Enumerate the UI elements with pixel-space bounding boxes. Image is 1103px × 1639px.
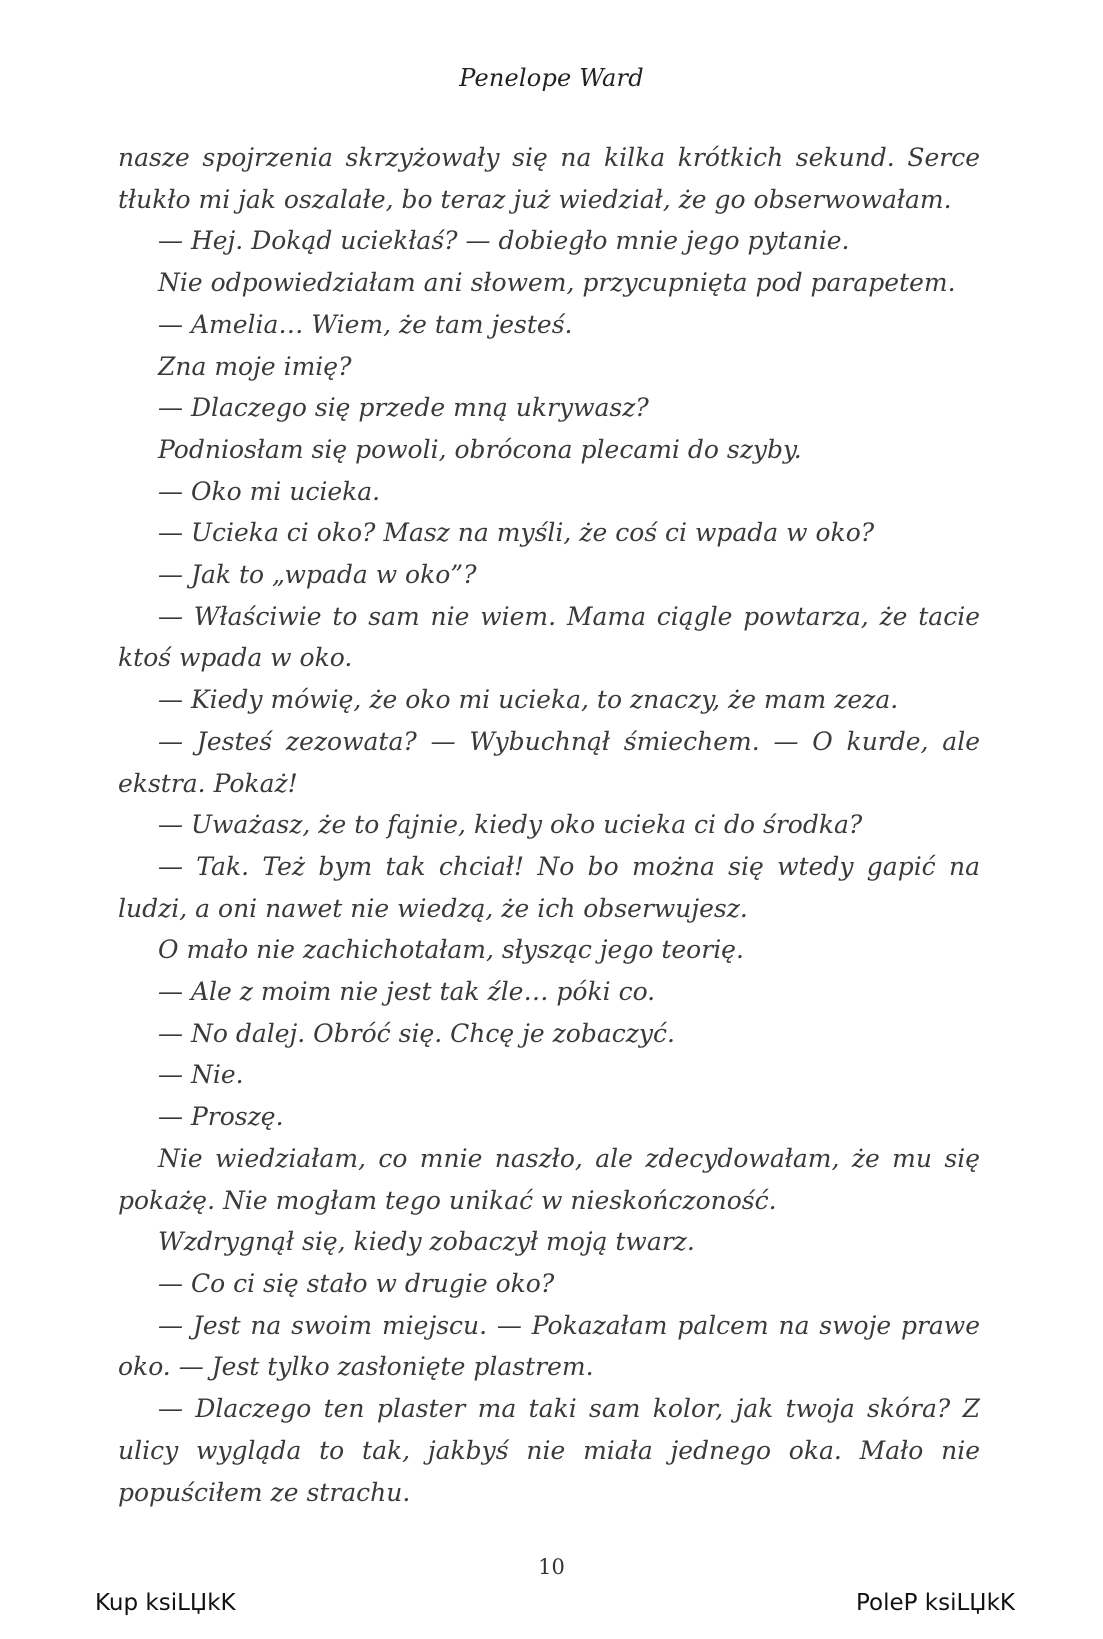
paragraph: Podniosłam się powoli, obrócona plecami do szyby. [158,434,802,464]
paragraph: — Proszę. [158,1102,284,1132]
paragraph: — Jest na swoim miejscu. — Pokazałam palcem na swoje prawe oko. — Jest tylko zasłonięte plastrem. [118,1310,980,1382]
running-header-author: Penelope Ward [459,64,644,92]
paragraph: nasze spojrzenia skrzyżowały się na kilka krótkich sekund. Serce tłukło mi jak oszalałe, bo teraz już wiedział, że go obserwowałam. [118,143,980,214]
paragraph: — No dalej. Obróć się. Chcę je zobaczyć. [158,1018,675,1048]
paragraph: — Tak. Też bym tak chciał! No bo można się wtedy gapić na ludzi, a oni nawet nie wiedzą, że ich obserwujesz. [118,851,980,923]
paragraph: — Ucieka ci oko? Masz na myśli, że coś ci wpada w oko? [158,518,875,548]
paragraph: — Nie. [158,1060,244,1090]
paragraph: — Dlaczego się przede mną ukrywasz? [158,393,649,423]
paragraph: — Hej. Dokąd uciekłaś? — dobiegło mnie jego pytanie. [158,226,850,256]
paragraph: Nie odpowiedziałam ani słowem, przycupnięta pod parapetem. [158,268,956,298]
paragraph: O mało nie zachichotałam, słysząc jego teorię. [158,935,744,965]
paragraph: Wzdrygnął się, kiedy zobaczył moją twarz. [158,1227,695,1257]
paragraph: Nie wiedziałam, co mnie naszło, ale zdecydowałam, że mu się pokażę. Nie mogłam tego unikać w nieskończoność. [118,1143,980,1215]
paragraph: — Uważasz, że to fajnie, kiedy oko ucieka ci do środka? [158,810,863,840]
page-number: 10 [538,1555,565,1579]
recommend-book-link[interactable]: PoleP ksiLЏkK [855,1590,1015,1616]
paragraph: — Amelia… Wiem, że tam jesteś. [158,309,573,339]
paragraph: — Jak to „wpada w oko”? [158,560,477,590]
paragraph: — Oko mi ucieka. [158,476,381,506]
paragraph: — Co ci się stało w drugie oko? [158,1268,555,1298]
buy-book-link[interactable]: Kup ksiLЏkK [95,1590,236,1616]
paragraph: Zna moje imię? [158,351,352,381]
paragraph: — Właściwie to sam nie wiem. Mama ciągle powtarza, że tacie ktoś wpada w oko. [118,601,980,673]
paragraph: — Ale z moim nie jest tak źle… póki co. [158,977,656,1007]
paragraph: — Jesteś zezowata? — Wybuchnął śmiechem. — O kurde, ale ekstra. Pokaż! [118,726,980,798]
paragraph: — Kiedy mówię, że oko mi ucieka, to znaczy, że mam zeza. [158,685,899,715]
paragraph: — Dlaczego ten plaster ma taki sam kolor, jak twoja skóra? Z ulicy wygląda to tak, jakbyś nie miała jednego oka. Mało nie popuściłem ze strachu. [118,1394,980,1507]
body-text [118,137,980,1513]
